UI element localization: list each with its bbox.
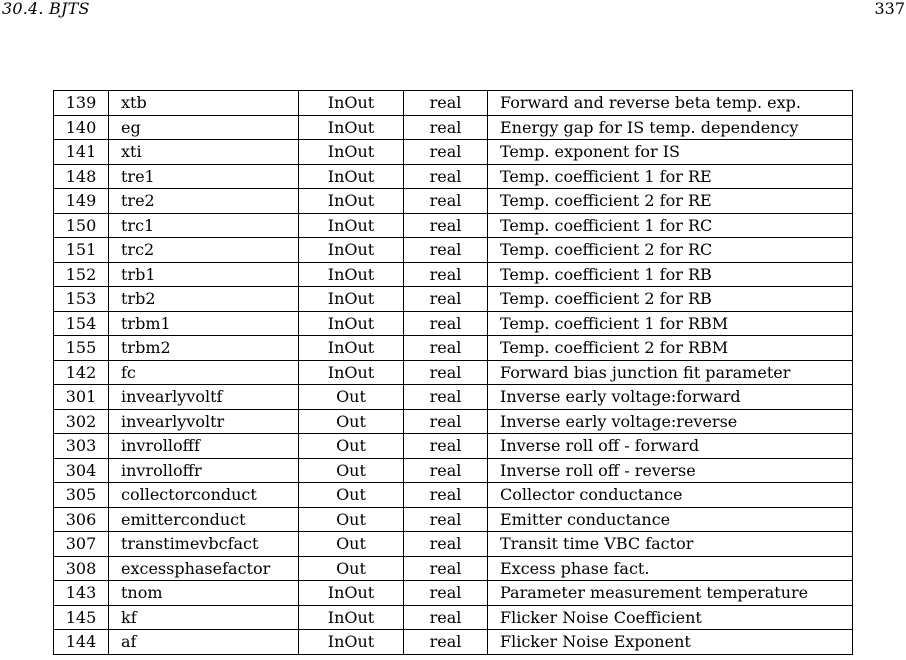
param-name-cell: kf (109, 605, 299, 630)
param-type-cell: real (404, 336, 488, 361)
param-id-cell: 304 (54, 458, 109, 483)
param-direction-cell: InOut (299, 287, 404, 312)
param-name-cell: invrollofff (109, 434, 299, 459)
table-row (54, 483, 853, 508)
param-direction-cell: InOut (299, 311, 404, 336)
table-row (54, 115, 853, 140)
param-direction-cell: Out (299, 556, 404, 581)
table-row (54, 556, 853, 581)
param-direction-cell: Out (299, 483, 404, 508)
param-name-cell: trbm2 (109, 336, 299, 361)
table-row (54, 213, 853, 238)
param-type-cell: real (404, 360, 488, 385)
table-row (54, 238, 853, 263)
param-description-cell: Temp. coefficient 2 for RC (488, 238, 853, 263)
param-direction-cell: Out (299, 434, 404, 459)
param-description-cell: Forward bias junction fit parameter (488, 360, 853, 385)
param-name-cell: tre2 (109, 189, 299, 214)
param-description-cell: Collector conductance (488, 483, 853, 508)
param-type-cell: real (404, 115, 488, 140)
param-type-cell: real (404, 434, 488, 459)
param-description-cell: Inverse early voltage:reverse (488, 409, 853, 434)
param-type-cell: real (404, 262, 488, 287)
param-type-cell: real (404, 483, 488, 508)
param-name-cell: emitterconduct (109, 507, 299, 532)
param-id-cell: 302 (54, 409, 109, 434)
param-description-cell: Transit time VBC factor (488, 532, 853, 557)
param-type-cell: real (404, 581, 488, 606)
param-direction-cell: InOut (299, 140, 404, 165)
param-description-cell: Forward and reverse beta temp. exp. (488, 91, 853, 116)
table-row (54, 409, 853, 434)
param-id-cell: 308 (54, 556, 109, 581)
param-type-cell: real (404, 532, 488, 557)
table-row (54, 581, 853, 606)
param-direction-cell: InOut (299, 262, 404, 287)
param-name-cell: invearlyvoltf (109, 385, 299, 410)
param-name-cell: collectorconduct (109, 483, 299, 508)
param-id-cell: 301 (54, 385, 109, 410)
param-id-cell: 153 (54, 287, 109, 312)
param-name-cell: tre1 (109, 164, 299, 189)
table-row (54, 189, 853, 214)
param-direction-cell: InOut (299, 630, 404, 655)
table-row (54, 458, 853, 483)
param-id-cell: 150 (54, 213, 109, 238)
parameter-table-body (54, 91, 853, 655)
param-description-cell: Temp. coefficient 1 for RB (488, 262, 853, 287)
running-head (0, 0, 906, 22)
param-name-cell: tnom (109, 581, 299, 606)
param-name-cell: trb2 (109, 287, 299, 312)
table-row (54, 507, 853, 532)
param-description-cell: Temp. coefficient 1 for RE (488, 164, 853, 189)
param-direction-cell: Out (299, 507, 404, 532)
param-id-cell: 144 (54, 630, 109, 655)
param-type-cell: real (404, 213, 488, 238)
param-description-cell: Temp. coefficient 2 for RB (488, 287, 853, 312)
param-name-cell: trb1 (109, 262, 299, 287)
param-direction-cell: Out (299, 532, 404, 557)
param-direction-cell: InOut (299, 238, 404, 263)
param-type-cell: real (404, 140, 488, 165)
param-type-cell: real (404, 164, 488, 189)
param-description-cell: Inverse early voltage:forward (488, 385, 853, 410)
table-row (54, 140, 853, 165)
param-direction-cell: Out (299, 409, 404, 434)
param-name-cell: fc (109, 360, 299, 385)
param-id-cell: 154 (54, 311, 109, 336)
param-description-cell: Parameter measurement temperature (488, 581, 853, 606)
param-description-cell: Energy gap for IS temp. dependency (488, 115, 853, 140)
page-number: 337 (874, 0, 905, 18)
param-direction-cell: InOut (299, 605, 404, 630)
param-direction-cell: InOut (299, 189, 404, 214)
table-row (54, 532, 853, 557)
param-type-cell: real (404, 630, 488, 655)
param-name-cell: transtimevbcfact (109, 532, 299, 557)
param-id-cell: 149 (54, 189, 109, 214)
param-direction-cell: InOut (299, 360, 404, 385)
param-name-cell: trc2 (109, 238, 299, 263)
param-type-cell: real (404, 556, 488, 581)
param-name-cell: eg (109, 115, 299, 140)
param-id-cell: 145 (54, 605, 109, 630)
table-row (54, 164, 853, 189)
table-row (54, 385, 853, 410)
param-direction-cell: Out (299, 385, 404, 410)
param-id-cell: 141 (54, 140, 109, 165)
parameter-table (53, 90, 853, 655)
param-description-cell: Temp. coefficient 2 for RE (488, 189, 853, 214)
param-type-cell: real (404, 458, 488, 483)
param-description-cell: Emitter conductance (488, 507, 853, 532)
param-direction-cell: Out (299, 458, 404, 483)
param-id-cell: 307 (54, 532, 109, 557)
param-direction-cell: InOut (299, 336, 404, 361)
param-type-cell: real (404, 238, 488, 263)
table-row (54, 434, 853, 459)
param-description-cell: Flicker Noise Exponent (488, 630, 853, 655)
table-row (54, 605, 853, 630)
param-type-cell: real (404, 507, 488, 532)
param-type-cell: real (404, 605, 488, 630)
param-type-cell: real (404, 189, 488, 214)
param-description-cell: Temp. coefficient 1 for RC (488, 213, 853, 238)
param-name-cell: excessphasefactor (109, 556, 299, 581)
param-description-cell: Flicker Noise Coefficient (488, 605, 853, 630)
param-description-cell: Inverse roll off - forward (488, 434, 853, 459)
param-id-cell: 148 (54, 164, 109, 189)
param-name-cell: xtb (109, 91, 299, 116)
param-type-cell: real (404, 287, 488, 312)
param-description-cell: Excess phase fact. (488, 556, 853, 581)
param-name-cell: invearlyvoltr (109, 409, 299, 434)
param-type-cell: real (404, 409, 488, 434)
param-direction-cell: InOut (299, 91, 404, 116)
param-name-cell: af (109, 630, 299, 655)
table-row (54, 311, 853, 336)
param-direction-cell: InOut (299, 213, 404, 238)
table-row (54, 630, 853, 655)
param-name-cell: trbm1 (109, 311, 299, 336)
param-direction-cell: InOut (299, 115, 404, 140)
table-row (54, 336, 853, 361)
param-direction-cell: InOut (299, 581, 404, 606)
param-id-cell: 139 (54, 91, 109, 116)
table-row (54, 287, 853, 312)
param-id-cell: 151 (54, 238, 109, 263)
param-id-cell: 142 (54, 360, 109, 385)
param-type-cell: real (404, 385, 488, 410)
param-type-cell: real (404, 311, 488, 336)
param-type-cell: real (404, 91, 488, 116)
param-description-cell: Temp. exponent for IS (488, 140, 853, 165)
table-row (54, 91, 853, 116)
param-id-cell: 305 (54, 483, 109, 508)
param-direction-cell: InOut (299, 164, 404, 189)
param-name-cell: trc1 (109, 213, 299, 238)
param-id-cell: 152 (54, 262, 109, 287)
param-id-cell: 306 (54, 507, 109, 532)
param-id-cell: 143 (54, 581, 109, 606)
param-id-cell: 140 (54, 115, 109, 140)
table-row (54, 262, 853, 287)
section-label: 30.4. BJTS (2, 0, 90, 18)
table-row (54, 360, 853, 385)
param-description-cell: Temp. coefficient 1 for RBM (488, 311, 853, 336)
param-name-cell: xti (109, 140, 299, 165)
param-description-cell: Temp. coefficient 2 for RBM (488, 336, 853, 361)
param-description-cell: Inverse roll off - reverse (488, 458, 853, 483)
param-name-cell: invrolloffr (109, 458, 299, 483)
param-id-cell: 155 (54, 336, 109, 361)
param-id-cell: 303 (54, 434, 109, 459)
